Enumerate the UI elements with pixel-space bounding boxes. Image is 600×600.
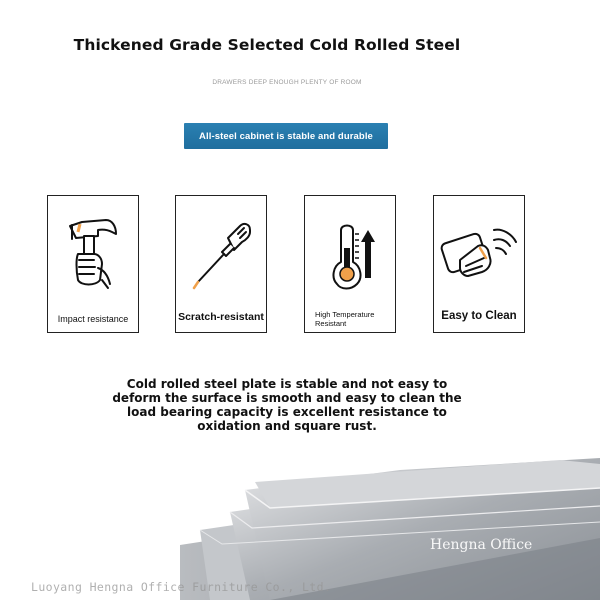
feature-label: Impact resistance (57, 314, 129, 324)
description-line: load bearing capacity is excellent resistance to (127, 405, 447, 419)
feature-card-impact (47, 195, 139, 333)
description-line: oxidation and square rust. (197, 419, 377, 433)
banner-text: All-steel cabinet is stable and durable (199, 130, 373, 142)
company-watermark: Luoyang Hengna Office Furniture Co., Ltd. (31, 580, 332, 594)
description-line: Cold rolled steel plate is stable and not easy to (126, 377, 448, 391)
feature-label: Easy to Clean (441, 310, 517, 322)
feature-card-temperature (304, 195, 396, 333)
brand-watermark: Hengna Office (430, 537, 533, 553)
feature-card-clean (433, 195, 525, 333)
description-line: deform the surface is smooth and easy to clean the (112, 391, 462, 405)
feature-label (315, 310, 395, 328)
feature-label: Scratch-resistant (178, 311, 264, 323)
feature-banner (184, 123, 388, 149)
page-subtitle: DRAWERS DEEP ENOUGH PLENTY OF ROOM (212, 79, 362, 86)
feature-label-line2: Resistant (315, 319, 347, 328)
feature-card-scratch (175, 195, 267, 333)
steel-plates-photo (0, 450, 600, 600)
feature-label-line1: High Temperature (315, 310, 375, 319)
description-text (100, 377, 474, 433)
page-title: Thickened Grade Selected Cold Rolled Steel (73, 36, 461, 54)
